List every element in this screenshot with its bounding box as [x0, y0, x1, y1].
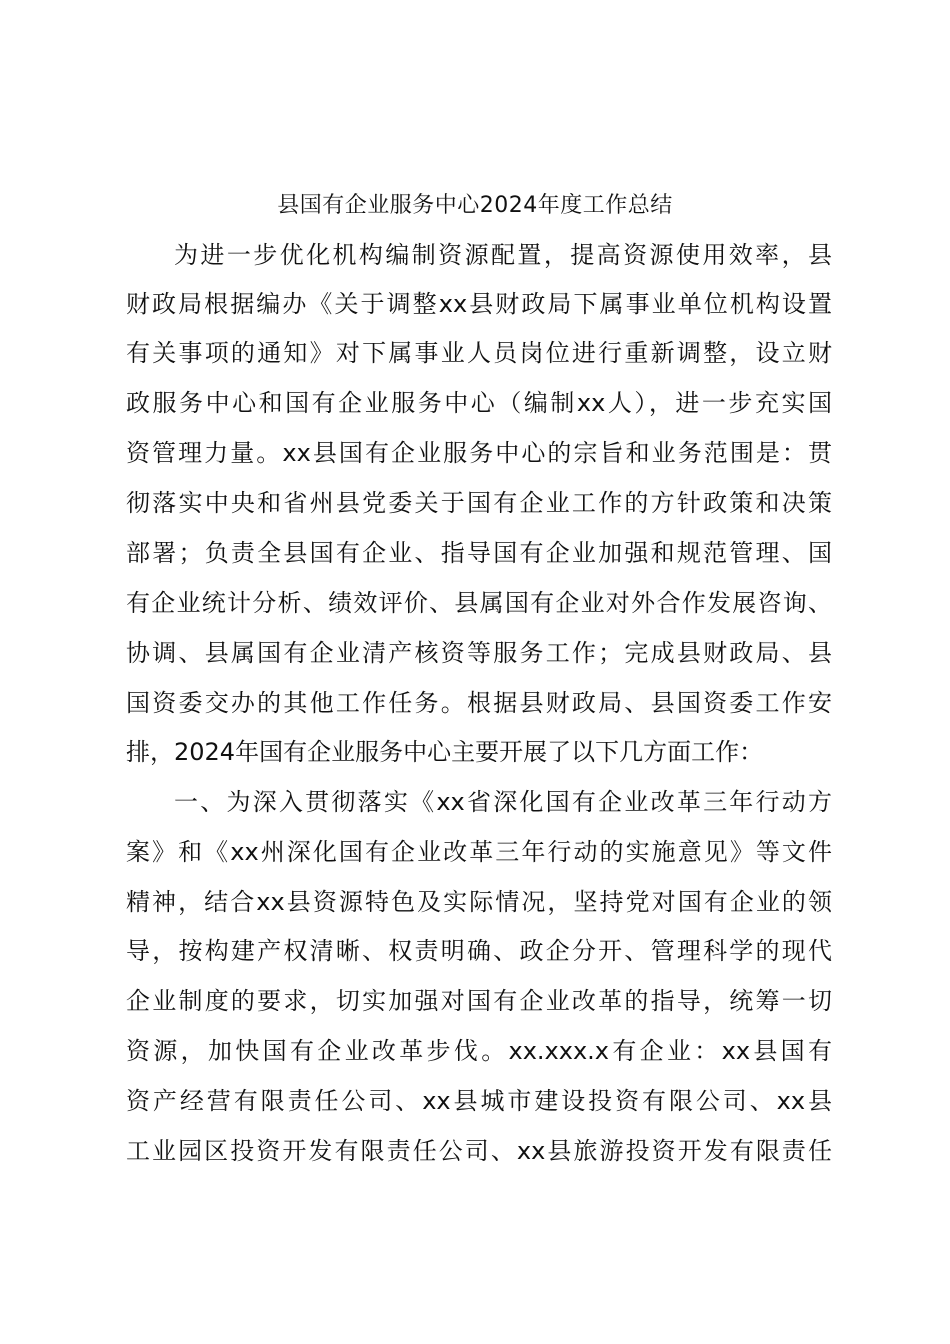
paragraph-1-line-8: 有企业统计分析、绩效评价、县属国有企业对外合作发展咨询、	[126, 589, 832, 617]
paragraph-2-line-8: 工业园区投资开发有限责任公司、xx县旅游投资开发有限责任	[126, 1137, 832, 1165]
paragraph-2-line-4: 导，按构建产权清晰、权责明确、政企分开、管理科学的现代	[126, 937, 832, 965]
paragraph-2-line-3: 精神，结合xx县资源特色及实际情况，坚持党对国有企业的领	[126, 888, 832, 916]
paragraph-2-line-7: 资产经营有限责任公司、xx县城市建设投资有限公司、xx县	[126, 1087, 832, 1115]
paragraph-2-line-6: 资源，加快国有企业改革步伐。xx.xxx.x有企业：xx县国有	[126, 1037, 832, 1065]
document-title: 县国有企业服务中心2024年度工作总结	[277, 193, 673, 218]
paragraph-2-line-1: 一、为深入贯彻落实《xx省深化国有企业改革三年行动方	[174, 788, 832, 816]
paragraph-1-line-10: 国资委交办的其他工作任务。根据县财政局、县国资委工作安	[126, 689, 832, 717]
paragraph-1-line-7: 部署；负责全县国有企业、指导国有企业加强和规范管理、国	[126, 539, 832, 567]
paragraph-1-line-11: 排，2024年国有企业服务中心主要开展了以下几方面工作：	[126, 738, 764, 766]
paragraph-1-line-2: 财政局根据编办《关于调整xx县财政局下属事业单位机构设置	[126, 290, 832, 318]
paragraph-1-line-1: 为进一步优化机构编制资源配置，提高资源使用效率，县	[174, 241, 832, 269]
paragraph-1-line-3: 有关事项的通知》对下属事业人员岗位进行重新调整，设立财	[126, 339, 832, 367]
paragraph-2-line-2: 案》和《xx州深化国有企业改革三年行动的实施意见》等文件	[126, 838, 832, 866]
paragraph-1-line-6: 彻落实中央和省州县党委关于国有企业工作的方针政策和决策	[126, 489, 832, 517]
paragraph-1-line-4: 政服务中心和国有企业服务中心（编制xx人），进一步充实国	[126, 389, 832, 417]
paragraph-1-line-5: 资管理力量。xx县国有企业服务中心的宗旨和业务范围是：贯	[126, 439, 832, 467]
paragraph-1-line-9: 协调、县属国有企业清产核资等服务工作；完成县财政局、县	[126, 639, 832, 667]
paragraph-2-line-5: 企业制度的要求，切实加强对国有企业改革的指导，统筹一切	[126, 987, 832, 1015]
